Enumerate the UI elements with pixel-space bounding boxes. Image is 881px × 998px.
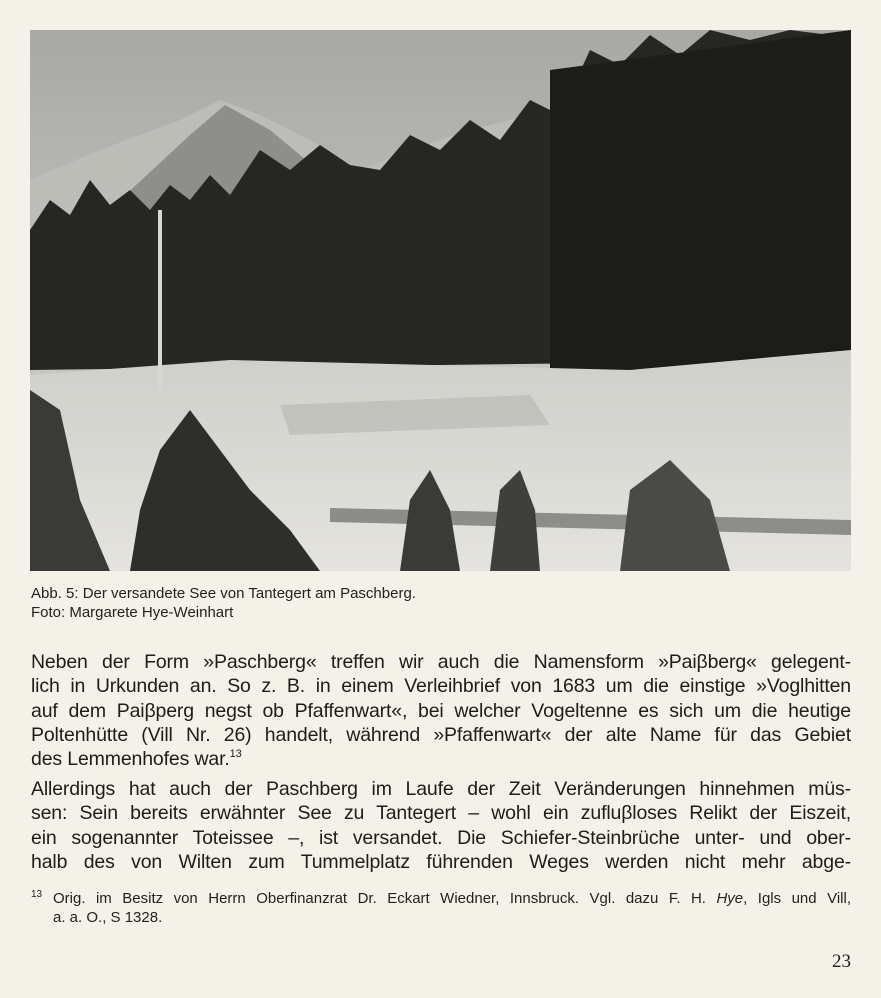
footnote (31, 889, 851, 927)
text-line: auf dem Paiβperg negst ob Pfaffenwart«, bei welcher Vogeltenne es sich um die heutige (31, 699, 851, 722)
text-line: Neben der Form »Paschberg« treffen wir auch die Namensform »Paiβberg« gelegent- (31, 651, 851, 673)
page-number: 23 (832, 951, 851, 972)
footnote-text-part: Orig. im Besitz von Herrn Oberfinanzrat Dr. Eckart Wiedner, Innsbruck. Vgl. dazu F. H. (53, 890, 717, 907)
text-line-content: des Lemmenhofes war. (31, 748, 230, 771)
text-line (31, 747, 851, 771)
text-line: ein sogenannter Toteissee –, ist versandet. Die Schiefer-Steinbrüche unter- und ober- (31, 826, 851, 849)
footnote-reference: 13 (229, 748, 242, 761)
footnote-number: 13 (31, 889, 43, 900)
landscape-photo (30, 30, 851, 571)
figure-photo (30, 30, 851, 571)
paragraph-2 (31, 777, 851, 874)
text-line: Allerdings hat auch der Paschberg im Laufe der Zeit Veränderungen hinnehmen müs- (31, 778, 851, 800)
caption-title: Abb. 5: Der versandete See von Tantegert am Paschberg. (31, 585, 416, 602)
footnote-line: a. a. O., S 1328. (53, 909, 163, 926)
footnote-text-part: , Igls und Vill, (743, 890, 851, 907)
text-line: Poltenhütte (Vill Nr. 26) handelt, während »Pfaffenwart« der alte Name für das Gebiet (31, 723, 851, 746)
text-line: sen: Sein bereits erwähnter See zu Tantegert – wohl ein zufluβloses Relikt der Eiszeit, (31, 802, 851, 825)
text-line: halb des von Wilten zum Tummelplatz führenden Weges werden nicht mehr abge- (31, 850, 851, 873)
footnote-text (53, 889, 851, 927)
text-line: lich in Urkunden an. So z. B. in einem Verleihbrief von 1683 um die einstige »Voglhitten (31, 675, 851, 698)
paragraph-1 (31, 650, 851, 771)
caption-credit: Foto: Margarete Hye-Weinhart (31, 604, 234, 621)
footnote-author: Hye (716, 890, 744, 907)
footnote-line (53, 889, 851, 908)
figure-caption (31, 584, 416, 622)
